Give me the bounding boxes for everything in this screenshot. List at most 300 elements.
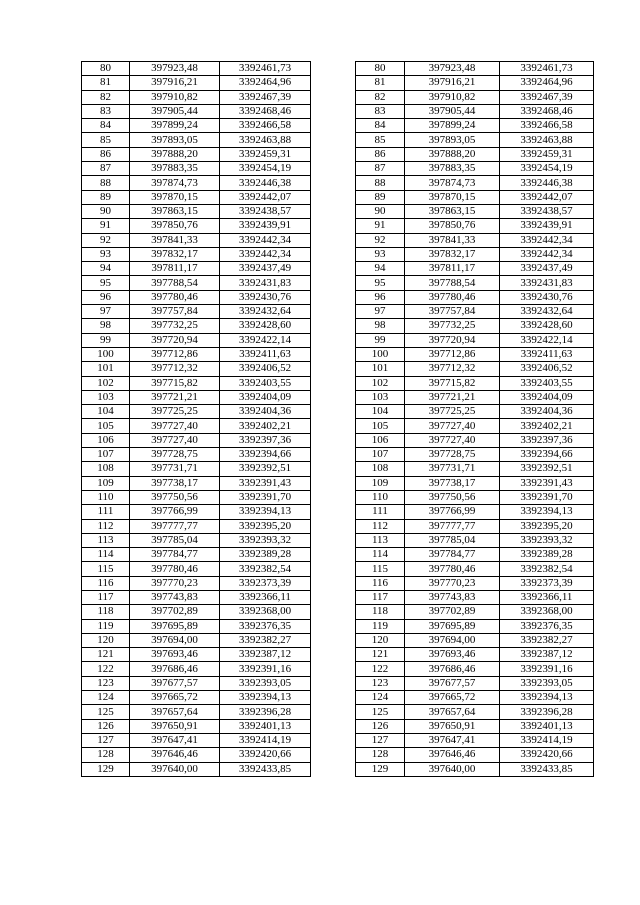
- right-x-coordinate: 397702,89: [405, 605, 500, 619]
- left-x-coordinate: 397850,76: [130, 219, 220, 233]
- left-point-number: 101: [82, 362, 130, 376]
- table-row: [82, 219, 594, 233]
- left-point-number: 88: [82, 176, 130, 190]
- table-row: [82, 247, 594, 261]
- right-x-coordinate: 397899,24: [405, 119, 500, 133]
- left-x-coordinate: 397686,46: [130, 662, 220, 676]
- right-point-number: 96: [356, 290, 405, 304]
- right-point-number: 114: [356, 548, 405, 562]
- table-row: [82, 290, 594, 304]
- left-point-number: 80: [82, 62, 130, 76]
- right-y-coordinate: 3392431,83: [500, 276, 594, 290]
- right-x-coordinate: 397725,25: [405, 405, 500, 419]
- column-gap: [311, 90, 356, 104]
- right-point-number: 113: [356, 533, 405, 547]
- right-x-coordinate: 397665,72: [405, 691, 500, 705]
- left-x-coordinate: 397712,32: [130, 362, 220, 376]
- left-point-number: 85: [82, 133, 130, 147]
- left-y-coordinate: 3392446,38: [220, 176, 311, 190]
- right-y-coordinate: 3392439,91: [500, 219, 594, 233]
- right-x-coordinate: 397832,17: [405, 247, 500, 261]
- left-y-coordinate: 3392389,28: [220, 548, 311, 562]
- right-y-coordinate: 3392432,64: [500, 305, 594, 319]
- left-x-coordinate: 397883,35: [130, 162, 220, 176]
- right-x-coordinate: 397770,23: [405, 576, 500, 590]
- right-y-coordinate: 3392394,13: [500, 505, 594, 519]
- coordinates-table-body: [82, 62, 594, 777]
- left-y-coordinate: 3392464,96: [220, 76, 311, 90]
- right-x-coordinate: 397647,41: [405, 733, 500, 747]
- right-x-coordinate: 397646,46: [405, 748, 500, 762]
- left-y-coordinate: 3392368,00: [220, 605, 311, 619]
- right-y-coordinate: 3392401,13: [500, 719, 594, 733]
- right-x-coordinate: 397893,05: [405, 133, 500, 147]
- left-point-number: 125: [82, 705, 130, 719]
- left-y-coordinate: 3392442,07: [220, 190, 311, 204]
- table-row: [82, 462, 594, 476]
- right-x-coordinate: 397757,84: [405, 305, 500, 319]
- left-y-coordinate: 3392395,20: [220, 519, 311, 533]
- column-gap: [311, 676, 356, 690]
- column-gap: [311, 490, 356, 504]
- left-point-number: 111: [82, 505, 130, 519]
- left-point-number: 124: [82, 691, 130, 705]
- right-x-coordinate: 397777,77: [405, 519, 500, 533]
- right-y-coordinate: 3392442,34: [500, 247, 594, 261]
- table-row: [82, 104, 594, 118]
- right-point-number: 125: [356, 705, 405, 719]
- column-gap: [311, 748, 356, 762]
- left-point-number: 89: [82, 190, 130, 204]
- table-row: [82, 147, 594, 161]
- left-x-coordinate: 397923,48: [130, 62, 220, 76]
- right-x-coordinate: 397850,76: [405, 219, 500, 233]
- table-row: [82, 519, 594, 533]
- left-x-coordinate: 397712,86: [130, 347, 220, 361]
- left-x-coordinate: 397832,17: [130, 247, 220, 261]
- column-gap: [311, 476, 356, 490]
- right-x-coordinate: 397686,46: [405, 662, 500, 676]
- right-y-coordinate: 3392430,76: [500, 290, 594, 304]
- right-x-coordinate: 397728,75: [405, 448, 500, 462]
- column-gap: [311, 376, 356, 390]
- right-point-number: 126: [356, 719, 405, 733]
- right-y-coordinate: 3392391,43: [500, 476, 594, 490]
- right-point-number: 86: [356, 147, 405, 161]
- column-gap: [311, 176, 356, 190]
- right-y-coordinate: 3392461,73: [500, 62, 594, 76]
- left-x-coordinate: 397888,20: [130, 147, 220, 161]
- right-y-coordinate: 3392382,54: [500, 562, 594, 576]
- right-y-coordinate: 3392394,13: [500, 691, 594, 705]
- table-row: [82, 705, 594, 719]
- column-gap: [311, 190, 356, 204]
- table-row: [82, 390, 594, 404]
- left-point-number: 102: [82, 376, 130, 390]
- left-x-coordinate: 397695,89: [130, 619, 220, 633]
- left-x-coordinate: 397725,25: [130, 405, 220, 419]
- right-x-coordinate: 397766,99: [405, 505, 500, 519]
- left-y-coordinate: 3392433,85: [220, 762, 311, 776]
- left-x-coordinate: 397785,04: [130, 533, 220, 547]
- right-point-number: 118: [356, 605, 405, 619]
- right-x-coordinate: 397923,48: [405, 62, 500, 76]
- right-point-number: 124: [356, 691, 405, 705]
- right-x-coordinate: 397780,46: [405, 290, 500, 304]
- table-row: [82, 662, 594, 676]
- right-y-coordinate: 3392404,09: [500, 390, 594, 404]
- left-point-number: 110: [82, 490, 130, 504]
- right-y-coordinate: 3392463,88: [500, 133, 594, 147]
- table-row: [82, 162, 594, 176]
- left-point-number: 82: [82, 90, 130, 104]
- right-y-coordinate: 3392442,07: [500, 190, 594, 204]
- left-y-coordinate: 3392459,31: [220, 147, 311, 161]
- left-point-number: 108: [82, 462, 130, 476]
- table-row: [82, 533, 594, 547]
- left-x-coordinate: 397743,83: [130, 590, 220, 604]
- table-row: [82, 62, 594, 76]
- left-y-coordinate: 3392391,70: [220, 490, 311, 504]
- left-point-number: 112: [82, 519, 130, 533]
- right-point-number: 122: [356, 662, 405, 676]
- column-gap: [311, 162, 356, 176]
- left-y-coordinate: 3392401,13: [220, 719, 311, 733]
- table-row: [82, 691, 594, 705]
- right-x-coordinate: 397640,00: [405, 762, 500, 776]
- column-gap: [311, 76, 356, 90]
- column-gap: [311, 519, 356, 533]
- table-row: [82, 562, 594, 576]
- left-y-coordinate: 3392428,60: [220, 319, 311, 333]
- left-x-coordinate: 397640,00: [130, 762, 220, 776]
- table-row: [82, 176, 594, 190]
- right-point-number: 91: [356, 219, 405, 233]
- left-y-coordinate: 3392402,21: [220, 419, 311, 433]
- left-x-coordinate: 397766,99: [130, 505, 220, 519]
- right-point-number: 108: [356, 462, 405, 476]
- column-gap: [311, 319, 356, 333]
- left-point-number: 107: [82, 448, 130, 462]
- left-y-coordinate: 3392468,46: [220, 104, 311, 118]
- left-x-coordinate: 397777,77: [130, 519, 220, 533]
- table-row: [82, 276, 594, 290]
- right-point-number: 80: [356, 62, 405, 76]
- right-x-coordinate: 397785,04: [405, 533, 500, 547]
- left-point-number: 81: [82, 76, 130, 90]
- right-y-coordinate: 3392446,38: [500, 176, 594, 190]
- right-y-coordinate: 3392397,36: [500, 433, 594, 447]
- right-y-coordinate: 3392454,19: [500, 162, 594, 176]
- right-x-coordinate: 397715,82: [405, 376, 500, 390]
- left-x-coordinate: 397647,41: [130, 733, 220, 747]
- table-row: [82, 347, 594, 361]
- column-gap: [311, 462, 356, 476]
- table-row: [82, 305, 594, 319]
- table-row: [82, 619, 594, 633]
- left-point-number: 116: [82, 576, 130, 590]
- table-row: [82, 448, 594, 462]
- column-gap: [311, 633, 356, 647]
- right-point-number: 112: [356, 519, 405, 533]
- left-y-coordinate: 3392442,34: [220, 233, 311, 247]
- table-row: [82, 333, 594, 347]
- left-y-coordinate: 3392404,09: [220, 390, 311, 404]
- column-gap: [311, 262, 356, 276]
- left-x-coordinate: 397693,46: [130, 648, 220, 662]
- right-y-coordinate: 3392411,63: [500, 347, 594, 361]
- left-y-coordinate: 3392394,13: [220, 691, 311, 705]
- right-point-number: 105: [356, 419, 405, 433]
- right-y-coordinate: 3392376,35: [500, 619, 594, 633]
- right-point-number: 89: [356, 190, 405, 204]
- table-row: [82, 262, 594, 276]
- right-y-coordinate: 3392422,14: [500, 333, 594, 347]
- right-point-number: 127: [356, 733, 405, 747]
- column-gap: [311, 433, 356, 447]
- right-x-coordinate: 397712,32: [405, 362, 500, 376]
- right-y-coordinate: 3392391,16: [500, 662, 594, 676]
- right-x-coordinate: 397657,64: [405, 705, 500, 719]
- right-point-number: 110: [356, 490, 405, 504]
- column-gap: [311, 62, 356, 76]
- right-y-coordinate: 3392442,34: [500, 233, 594, 247]
- right-point-number: 115: [356, 562, 405, 576]
- left-point-number: 91: [82, 219, 130, 233]
- left-x-coordinate: 397657,64: [130, 705, 220, 719]
- right-y-coordinate: 3392391,70: [500, 490, 594, 504]
- table-row: [82, 576, 594, 590]
- column-gap: [311, 548, 356, 562]
- right-x-coordinate: 397721,21: [405, 390, 500, 404]
- table-row: [82, 476, 594, 490]
- left-y-coordinate: 3392373,39: [220, 576, 311, 590]
- table-row: [82, 719, 594, 733]
- left-x-coordinate: 397788,54: [130, 276, 220, 290]
- right-y-coordinate: 3392387,12: [500, 648, 594, 662]
- right-x-coordinate: 397720,94: [405, 333, 500, 347]
- left-point-number: 103: [82, 390, 130, 404]
- left-point-number: 121: [82, 648, 130, 662]
- left-y-coordinate: 3392422,14: [220, 333, 311, 347]
- left-point-number: 84: [82, 119, 130, 133]
- right-y-coordinate: 3392420,66: [500, 748, 594, 762]
- left-y-coordinate: 3392397,36: [220, 433, 311, 447]
- left-x-coordinate: 397731,71: [130, 462, 220, 476]
- left-point-number: 126: [82, 719, 130, 733]
- column-gap: [311, 691, 356, 705]
- right-point-number: 128: [356, 748, 405, 762]
- left-x-coordinate: 397757,84: [130, 305, 220, 319]
- right-y-coordinate: 3392392,51: [500, 462, 594, 476]
- right-x-coordinate: 397650,91: [405, 719, 500, 733]
- right-x-coordinate: 397693,46: [405, 648, 500, 662]
- right-y-coordinate: 3392394,66: [500, 448, 594, 462]
- right-y-coordinate: 3392464,96: [500, 76, 594, 90]
- table-row: [82, 362, 594, 376]
- column-gap: [311, 362, 356, 376]
- table-row: [82, 376, 594, 390]
- left-x-coordinate: 397727,40: [130, 419, 220, 433]
- right-y-coordinate: 3392437,49: [500, 262, 594, 276]
- column-gap: [311, 133, 356, 147]
- left-y-coordinate: 3392432,64: [220, 305, 311, 319]
- right-y-coordinate: 3392366,11: [500, 590, 594, 604]
- right-point-number: 94: [356, 262, 405, 276]
- column-gap: [311, 390, 356, 404]
- right-x-coordinate: 397727,40: [405, 419, 500, 433]
- table-row: [82, 633, 594, 647]
- left-x-coordinate: 397694,00: [130, 633, 220, 647]
- left-point-number: 92: [82, 233, 130, 247]
- left-y-coordinate: 3392393,32: [220, 533, 311, 547]
- right-y-coordinate: 3392382,27: [500, 633, 594, 647]
- right-x-coordinate: 397788,54: [405, 276, 500, 290]
- right-point-number: 98: [356, 319, 405, 333]
- right-x-coordinate: 397916,21: [405, 76, 500, 90]
- left-y-coordinate: 3392391,16: [220, 662, 311, 676]
- right-point-number: 99: [356, 333, 405, 347]
- left-y-coordinate: 3392414,19: [220, 733, 311, 747]
- table-row: [82, 605, 594, 619]
- column-gap: [311, 333, 356, 347]
- left-x-coordinate: 397916,21: [130, 76, 220, 90]
- right-y-coordinate: 3392396,28: [500, 705, 594, 719]
- column-gap: [311, 662, 356, 676]
- right-y-coordinate: 3392406,52: [500, 362, 594, 376]
- right-point-number: 103: [356, 390, 405, 404]
- left-x-coordinate: 397770,23: [130, 576, 220, 590]
- column-gap: [311, 147, 356, 161]
- table-row: [82, 419, 594, 433]
- table-row: [82, 76, 594, 90]
- right-x-coordinate: 397731,71: [405, 462, 500, 476]
- right-point-number: 123: [356, 676, 405, 690]
- right-y-coordinate: 3392402,21: [500, 419, 594, 433]
- right-y-coordinate: 3392466,58: [500, 119, 594, 133]
- column-gap: [311, 762, 356, 776]
- left-point-number: 96: [82, 290, 130, 304]
- left-point-number: 106: [82, 433, 130, 447]
- left-y-coordinate: 3392394,66: [220, 448, 311, 462]
- right-x-coordinate: 397738,17: [405, 476, 500, 490]
- left-point-number: 83: [82, 104, 130, 118]
- left-point-number: 90: [82, 204, 130, 218]
- right-y-coordinate: 3392468,46: [500, 104, 594, 118]
- right-point-number: 104: [356, 405, 405, 419]
- right-x-coordinate: 397905,44: [405, 104, 500, 118]
- left-y-coordinate: 3392466,58: [220, 119, 311, 133]
- left-point-number: 98: [82, 319, 130, 333]
- left-y-coordinate: 3392394,13: [220, 505, 311, 519]
- right-x-coordinate: 397780,46: [405, 562, 500, 576]
- column-gap: [311, 119, 356, 133]
- right-point-number: 92: [356, 233, 405, 247]
- right-y-coordinate: 3392403,55: [500, 376, 594, 390]
- left-y-coordinate: 3392463,88: [220, 133, 311, 147]
- column-gap: [311, 290, 356, 304]
- left-y-coordinate: 3392391,43: [220, 476, 311, 490]
- column-gap: [311, 505, 356, 519]
- table-row: [82, 433, 594, 447]
- left-y-coordinate: 3392403,55: [220, 376, 311, 390]
- right-x-coordinate: 397910,82: [405, 90, 500, 104]
- right-x-coordinate: 397888,20: [405, 147, 500, 161]
- left-y-coordinate: 3392393,05: [220, 676, 311, 690]
- right-y-coordinate: 3392438,57: [500, 204, 594, 218]
- left-y-coordinate: 3392376,35: [220, 619, 311, 633]
- right-point-number: 95: [356, 276, 405, 290]
- right-x-coordinate: 397863,15: [405, 204, 500, 218]
- left-point-number: 113: [82, 533, 130, 547]
- column-gap: [311, 733, 356, 747]
- left-y-coordinate: 3392467,39: [220, 90, 311, 104]
- table-row: [82, 590, 594, 604]
- left-point-number: 115: [82, 562, 130, 576]
- right-y-coordinate: 3392393,05: [500, 676, 594, 690]
- left-point-number: 105: [82, 419, 130, 433]
- left-point-number: 129: [82, 762, 130, 776]
- left-point-number: 120: [82, 633, 130, 647]
- table-row: [82, 676, 594, 690]
- left-point-number: 97: [82, 305, 130, 319]
- left-point-number: 118: [82, 605, 130, 619]
- right-point-number: 109: [356, 476, 405, 490]
- left-x-coordinate: 397650,91: [130, 719, 220, 733]
- left-y-coordinate: 3392431,83: [220, 276, 311, 290]
- left-point-number: 87: [82, 162, 130, 176]
- left-y-coordinate: 3392392,51: [220, 462, 311, 476]
- column-gap: [311, 648, 356, 662]
- column-gap: [311, 576, 356, 590]
- left-y-coordinate: 3392461,73: [220, 62, 311, 76]
- left-point-number: 114: [82, 548, 130, 562]
- left-point-number: 99: [82, 333, 130, 347]
- right-point-number: 87: [356, 162, 405, 176]
- right-point-number: 107: [356, 448, 405, 462]
- left-x-coordinate: 397863,15: [130, 204, 220, 218]
- column-gap: [311, 419, 356, 433]
- right-point-number: 97: [356, 305, 405, 319]
- right-point-number: 101: [356, 362, 405, 376]
- right-point-number: 102: [356, 376, 405, 390]
- left-point-number: 104: [82, 405, 130, 419]
- left-y-coordinate: 3392438,57: [220, 204, 311, 218]
- left-point-number: 128: [82, 748, 130, 762]
- column-gap: [311, 562, 356, 576]
- right-point-number: 129: [356, 762, 405, 776]
- right-x-coordinate: 397883,35: [405, 162, 500, 176]
- column-gap: [311, 276, 356, 290]
- left-y-coordinate: 3392406,52: [220, 362, 311, 376]
- right-y-coordinate: 3392373,39: [500, 576, 594, 590]
- left-x-coordinate: 397646,46: [130, 748, 220, 762]
- column-gap: [311, 619, 356, 633]
- right-point-number: 90: [356, 204, 405, 218]
- left-x-coordinate: 397702,89: [130, 605, 220, 619]
- left-point-number: 119: [82, 619, 130, 633]
- table-row: [82, 548, 594, 562]
- left-y-coordinate: 3392404,36: [220, 405, 311, 419]
- right-x-coordinate: 397694,00: [405, 633, 500, 647]
- column-gap: [311, 405, 356, 419]
- left-point-number: 123: [82, 676, 130, 690]
- right-y-coordinate: 3392393,32: [500, 533, 594, 547]
- right-x-coordinate: 397874,73: [405, 176, 500, 190]
- left-y-coordinate: 3392454,19: [220, 162, 311, 176]
- column-gap: [311, 204, 356, 218]
- right-x-coordinate: 397712,86: [405, 347, 500, 361]
